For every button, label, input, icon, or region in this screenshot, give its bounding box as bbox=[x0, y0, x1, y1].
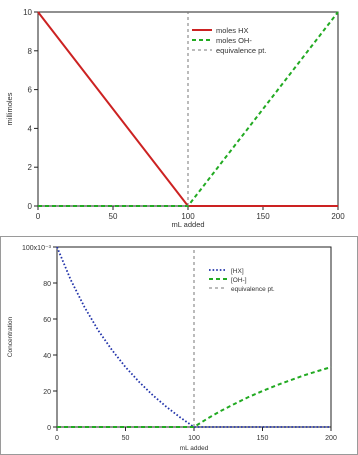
y-tick-label: 4 bbox=[27, 124, 32, 134]
x-tick-label: 50 bbox=[121, 435, 130, 442]
y-tick-label: 100x10⁻³ bbox=[22, 245, 51, 252]
legend-label: moles OH- bbox=[216, 36, 252, 45]
x-tick-label: 150 bbox=[256, 212, 270, 221]
y-tick-label: 80 bbox=[43, 281, 51, 288]
legend-label: moles HX bbox=[216, 26, 249, 35]
x-tick-label: 100 bbox=[188, 435, 200, 442]
legend-label: equivalence pt. bbox=[216, 46, 267, 55]
y-tick-label: 0 bbox=[27, 202, 32, 211]
y-tick-label: 40 bbox=[43, 353, 51, 360]
y-tick-label: 10 bbox=[23, 8, 32, 17]
x-tick-label: 100 bbox=[181, 212, 195, 221]
x-tick-label: 0 bbox=[55, 435, 59, 442]
x-tick-label: 50 bbox=[108, 212, 118, 221]
y-tick-label: 60 bbox=[43, 317, 51, 324]
x-tick-label: 150 bbox=[256, 435, 269, 442]
x-axis-label: mL added bbox=[179, 445, 209, 452]
y-tick-label: 6 bbox=[27, 85, 32, 95]
y-tick-label: 0 bbox=[47, 425, 51, 432]
x-tick-label: 0 bbox=[35, 212, 41, 221]
y-axis-label: millimoles bbox=[5, 92, 14, 126]
x-axis-label: mL added bbox=[171, 220, 205, 229]
x-tick-label: 200 bbox=[325, 435, 337, 442]
y-tick-label: 8 bbox=[27, 46, 32, 56]
y-axis-label: Concentration bbox=[7, 316, 14, 358]
y-tick-label: 2 bbox=[27, 163, 32, 173]
bottom-chart-panel bbox=[0, 236, 358, 455]
concentration-chart bbox=[1, 237, 357, 454]
legend-label: equivalence pt. bbox=[231, 286, 275, 293]
y-tick-label: 20 bbox=[43, 389, 51, 396]
legend-label: [OH-] bbox=[231, 277, 247, 284]
x-tick-label: 200 bbox=[331, 212, 345, 221]
legend-label: [HX] bbox=[231, 268, 244, 275]
